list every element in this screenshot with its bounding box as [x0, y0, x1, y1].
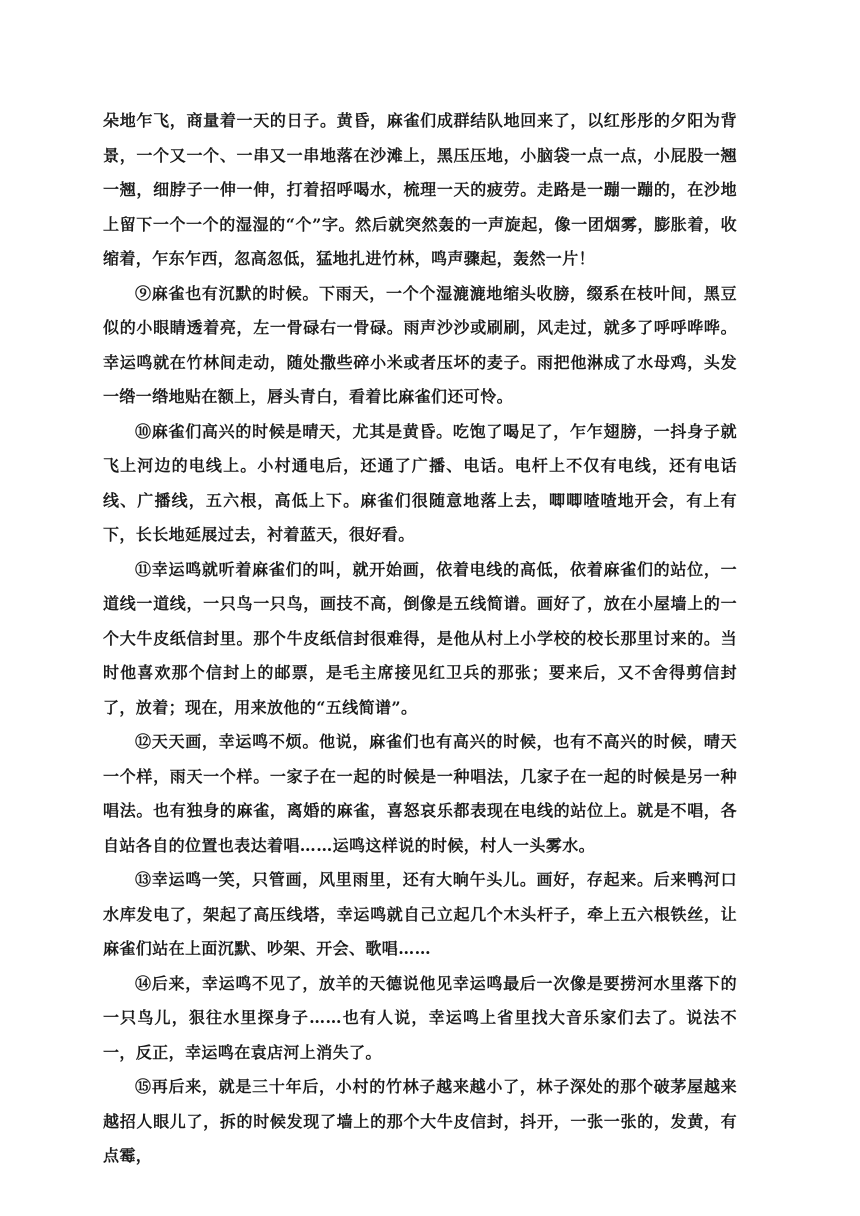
paragraph-12: ⑫天天画，幸运鸣不烦。他说，麻雀们也有高兴的时候，也有不高兴的时候，晴天一个样，雨天一个样。一家子在一起的时候是一种唱法，几家子在一起的时候是另一种唱法。也有独身的麻雀，离婚的麻雀，喜怒哀乐都表现在电线的站位上。就是不唱，各自站各自的位置也表达着唱……运鸣这样说的时候，村人一头雾水。	[103, 732, 737, 855]
paragraph-13: ⑬幸运鸣一笑，只管画，风里雨里，还有大晌午头儿。画好，存起来。后来鸭河口水库发电了，架起了高压线塔，幸运鸣就自己立起几个木头杆子，牵上五六根铁丝，让麻雀们站在上面沉默、吵架、开会、歌唱……	[103, 870, 737, 958]
paragraph-8-continued: 朵地乍飞，商量着一天的日子。黄昏，麻雀们成群结队地回来了，以红彤彤的夕阳为背景，一个又一个、一串又一串地落在沙滩上，黑压压地，小脑袋一点一点，小屁股一翘一翘，细脖子一伸一伸，打着招呼喝水，梳理一天的疲劳。走路是一蹦一蹦的，在沙地上留下一个一个的湿湿的“个”字。然后就突然轰的一声旋起，像一团烟雾，膨胀着，收缩着，乍东乍西，忽高忽低，猛地扎进竹林，鸣声骤起，轰然一片！	[103, 111, 737, 268]
paragraph-15: ⑮再后来，就是三十年后，小村的竹林子越来越小了，林子深处的那个破茅屋越来越招人眼儿了，拆的时候发现了墙上的那个大牛皮信封，抖开，一张一张的，发黄，有点霉，	[103, 1077, 737, 1165]
paragraph-10: ⑩麻雀们高兴的时候是晴天，尤其是黄昏。吃饱了喝足了，乍乍翅膀，一抖身子就飞上河边的电线上。小村通电后，还通了广播、电话。电杆上不仅有电线，还有电话线、广播线，五六根，高低上下。麻雀们很随意地落上去，唧唧喳喳地开会，有上有下，长长地延展过去，衬着蓝天，很好看。	[103, 421, 737, 544]
paragraph-9: ⑨麻雀也有沉默的时候。下雨天，一个个湿漉漉地缩头收膀，缀系在枝叶间，黑豆似的小眼睛透着亮，左一骨碌右一骨碌。雨声沙沙或刷刷，风走过，就多了呼呼哗哗。幸运鸣就在竹林间走动，随处撒些碎小米或者压坏的麦子。雨把他淋成了水母鸡，头发一绺一绺地贴在额上，唇头青白，看着比麻雀们还可怜。	[103, 283, 737, 406]
story-text	[103, 104, 737, 1174]
paragraph-14: ⑭后来，幸运鸣不见了，放羊的天德说他见幸运鸣最后一次像是要捞河水里落下的一只鸟儿，狠往水里探身子……也有人说，幸运鸣上省里找大音乐家们去了。说法不一，反正，幸运鸣在袁店河上消失了。	[103, 973, 737, 1062]
paragraph-11: ⑪幸运鸣就听着麻雀们的叫，就开始画，依着电线的高低，依着麻雀们的站位，一道线一道线，一只鸟一只鸟，画技不高，倒像是五线简谱。画好了，放在小屋墙上的一个大牛皮纸信封里。那个牛皮纸信封很难得，是他从村上小学校的校长那里讨来的。当时他喜欢那个信封上的邮票，是毛主席接见红卫兵的那张；要来后，又不舍得剪信封了，放着；现在，用来放他的“五线简谱”。	[103, 559, 737, 717]
